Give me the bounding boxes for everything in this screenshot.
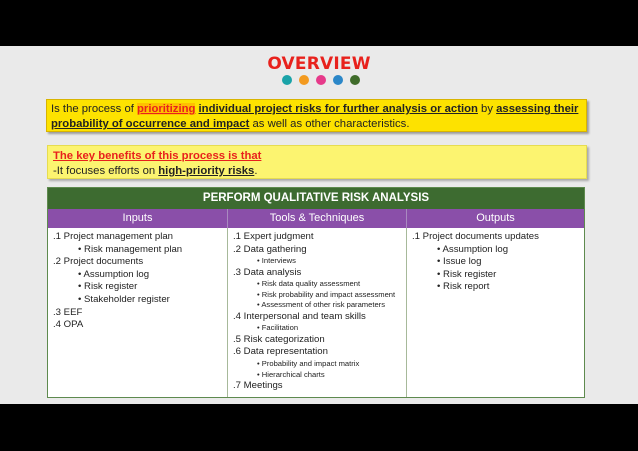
definition-box <box>46 99 587 132</box>
outputs-column <box>407 228 584 397</box>
slide <box>0 46 638 404</box>
dot-3 <box>316 75 326 85</box>
tools-item: • Probability and impact matrix <box>257 359 360 369</box>
tools-item: • Hierarchical charts <box>257 369 325 379</box>
tools-item: .4 Interpersonal and team skills <box>233 310 366 322</box>
tools-item: • Assessment of other risk parameters <box>257 300 386 310</box>
inputs-item: .2 Project documents <box>53 256 144 268</box>
header-inputs: Inputs <box>48 209 228 228</box>
definition-prefix: Is the process of <box>51 103 138 115</box>
inputs-item: • Risk register <box>78 281 138 293</box>
inputs-item: .3 EEF <box>53 306 83 318</box>
tools-item: .5 Risk categorization <box>233 333 325 345</box>
inputs-item: • Stakeholder register <box>78 293 170 305</box>
benefits-box <box>47 145 587 179</box>
benefits-text <box>53 164 581 179</box>
inputs-item: • Risk management plan <box>78 243 183 255</box>
definition-underlined-1: individual project risks for further analysis or action <box>198 103 478 115</box>
dot-4 <box>333 75 343 85</box>
tools-item: • Interviews <box>257 256 296 266</box>
outputs-item: .1 Project documents updates <box>412 231 539 242</box>
inputs-item: • Assumption log <box>78 268 150 280</box>
slide-title: OVERVIEW <box>267 54 371 74</box>
column-headers <box>48 209 584 228</box>
tools-item: .1 Expert judgment <box>233 231 314 242</box>
tools-item: .3 Data analysis <box>233 266 302 278</box>
benefits-prefix: -It focuses efforts on <box>53 165 159 177</box>
decorative-dots <box>282 75 360 85</box>
dot-2 <box>299 75 309 85</box>
outputs-item: • Risk report <box>437 281 490 293</box>
tools-item: • Facilitation <box>257 323 299 333</box>
outputs-item: • Assumption log <box>437 243 509 255</box>
tools-item: • Risk probability and impact assessment <box>257 289 396 299</box>
tools-item: .7 Meetings <box>233 380 283 392</box>
inputs-column <box>48 228 228 397</box>
benefits-underlined: high-priority risks <box>158 165 255 177</box>
table-title: PERFORM QUALITATIVE RISK ANALYSIS <box>48 188 584 209</box>
ito-table <box>47 187 585 398</box>
tools-item: .6 Data representation <box>233 346 328 358</box>
definition-underlined-2: assessing their probability of occurrence and impact <box>51 103 579 130</box>
definition-mid: by <box>477 103 497 115</box>
tools-column <box>228 228 407 397</box>
dot-1 <box>282 75 292 85</box>
definition-highlight: prioritizing <box>137 103 196 115</box>
header-outputs: Outputs <box>476 212 515 224</box>
inputs-item: .4 OPA <box>53 319 84 331</box>
outputs-item: • Risk register <box>437 268 497 280</box>
table-body <box>48 228 584 397</box>
outputs-item: • Issue log <box>437 256 482 268</box>
inputs-item: .1 Project management plan <box>53 231 173 242</box>
tools-item: • Risk data quality assessment <box>257 279 361 289</box>
benefits-heading: The key benefits of this process is that <box>53 150 262 162</box>
dot-5 <box>350 75 360 85</box>
tools-item: .2 Data gathering <box>233 243 307 255</box>
header-tools: Tools & Techniques <box>228 209 407 228</box>
benefits-suffix: . <box>254 165 258 177</box>
definition-suffix: as well as other characteristics. <box>249 118 410 130</box>
